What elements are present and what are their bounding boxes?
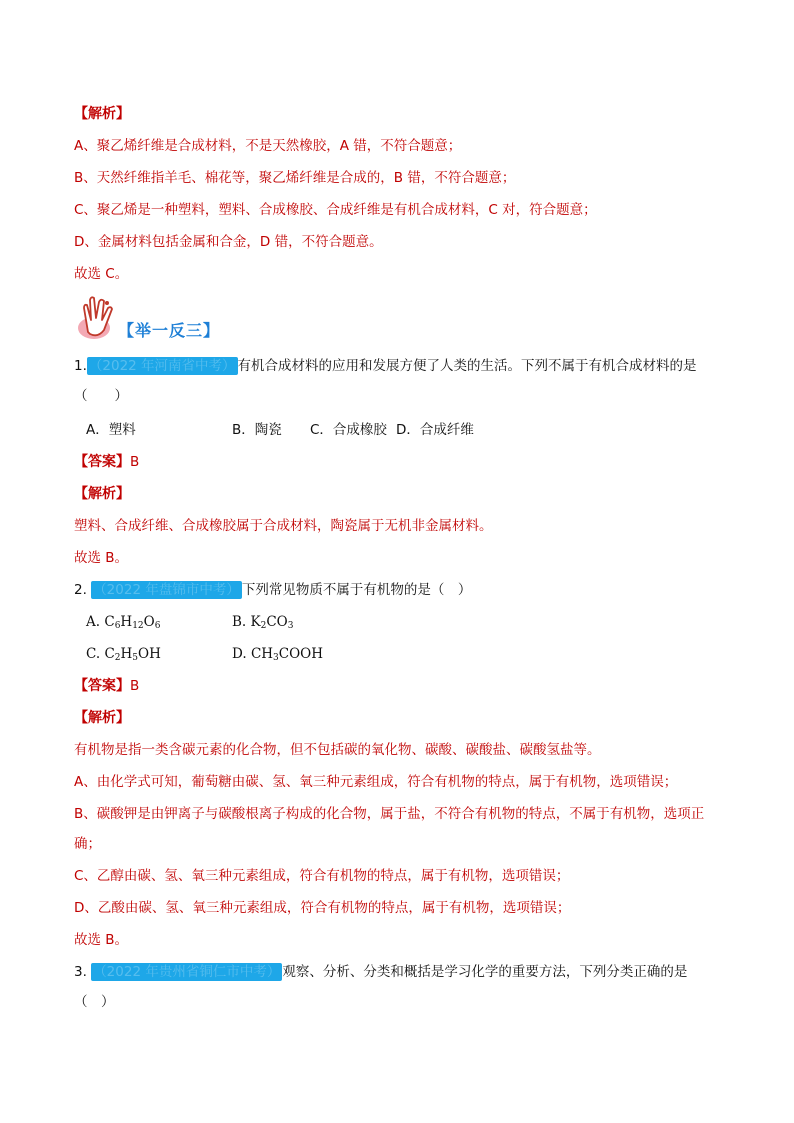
question-number: 3. xyxy=(74,964,87,980)
answer-row xyxy=(74,676,139,696)
option-d: D. $CH_3COOH$ xyxy=(232,646,324,663)
analysis-line: 故选 C。 xyxy=(74,266,129,282)
analysis-line: B、天然纤维指羊毛、棉花等，聚乙烯纤维是合成的，B 错，不符合题意； xyxy=(74,170,516,186)
question-1-blank: （ ） xyxy=(74,388,128,404)
analysis-line: 有机物是指一类含碳元素的化合物，但不包括碳的氧化物、碳酸、碳酸盐、碳酸氢盐等。 xyxy=(74,742,601,758)
analysis-heading: 【解析】 xyxy=(74,106,130,122)
question-text: 观察、分析、分类和概括是学习化学的重要方法，下列分类正确的是 xyxy=(282,964,688,980)
option-a: A．塑料 xyxy=(86,422,136,438)
source-tag: （2022 年贵州省铜仁市中考） xyxy=(93,964,281,980)
analysis-line: D、乙酸由碳、氢、氧三种元素组成，符合有机物的特点，属于有机物，选项错误； xyxy=(74,900,571,916)
analysis-line: C、聚乙烯是一种塑料，塑料、合成橡胶、合成纤维是有机合成材料，C 对，符合题意； xyxy=(74,202,597,218)
analysis-line: B、碳酸钾是由钾离子与碳酸根离子构成的化合物，属于盐，不符合有机物的特点，不属于有机物，选项正 xyxy=(74,806,705,822)
answer-heading: 【答案】 xyxy=(74,678,130,694)
source-tag: （2022 年河南省中考） xyxy=(88,358,236,374)
option-d: D．合成纤维 xyxy=(396,422,474,438)
answer-value: B xyxy=(130,678,140,694)
analysis-line: 故选 B。 xyxy=(74,932,129,948)
source-tag: （2022 年盘锦市中考） xyxy=(93,582,240,598)
analysis-line: A、聚乙烯纤维是合成材料，不是天然橡胶，A 错，不符合题意； xyxy=(74,138,462,154)
section-title: 【举一反三】 xyxy=(118,321,221,340)
analysis-line: C、乙醇由碳、氢、氧三种元素组成，符合有机物的特点，属于有机物，选项错误； xyxy=(74,868,570,884)
analysis-heading: 【解析】 xyxy=(74,710,130,726)
question-3-stem xyxy=(74,962,687,982)
question-text: 有机合成材料的应用和发展方便了人类的生活。下列不属于有机合成材料的是 xyxy=(237,358,697,374)
answer-value: B xyxy=(130,454,140,470)
question-1-stem xyxy=(74,356,697,376)
option-b: B. $K_2CO_3$ xyxy=(232,614,294,631)
analysis-line: 塑料、合成纤维、合成橡胶属于合成材料，陶瓷属于无机非金属材料。 xyxy=(74,518,493,534)
analysis-line: 故选 B。 xyxy=(74,550,129,566)
option-b: B．陶瓷 xyxy=(232,422,282,438)
option-a: A. $C_6H_{12}O_6$ xyxy=(86,614,161,631)
question-text: 下列常见物质不属于有机物的是（ ） xyxy=(241,582,472,598)
analysis-line: 确； xyxy=(74,836,101,852)
option-c: C. $C_2H_5OH$ xyxy=(86,646,161,663)
option-c: C．合成橡胶 xyxy=(310,422,387,438)
question-number: 1. xyxy=(74,358,87,374)
question-number: 2. xyxy=(74,582,87,598)
analysis-heading: 【解析】 xyxy=(74,486,130,502)
question-3-blank: （ ） xyxy=(74,994,115,1010)
answer-row xyxy=(74,452,139,472)
question-2-stem xyxy=(74,580,471,600)
analysis-line: A、由化学式可知，葡萄糖由碳、氢、氧三种元素组成，符合有机物的特点，属于有机物，选项错误； xyxy=(74,774,678,790)
analysis-line: D、金属材料包括金属和合金，D 错，不符合题意。 xyxy=(74,234,383,250)
hand-icon xyxy=(74,294,118,340)
answer-heading: 【答案】 xyxy=(74,454,130,470)
